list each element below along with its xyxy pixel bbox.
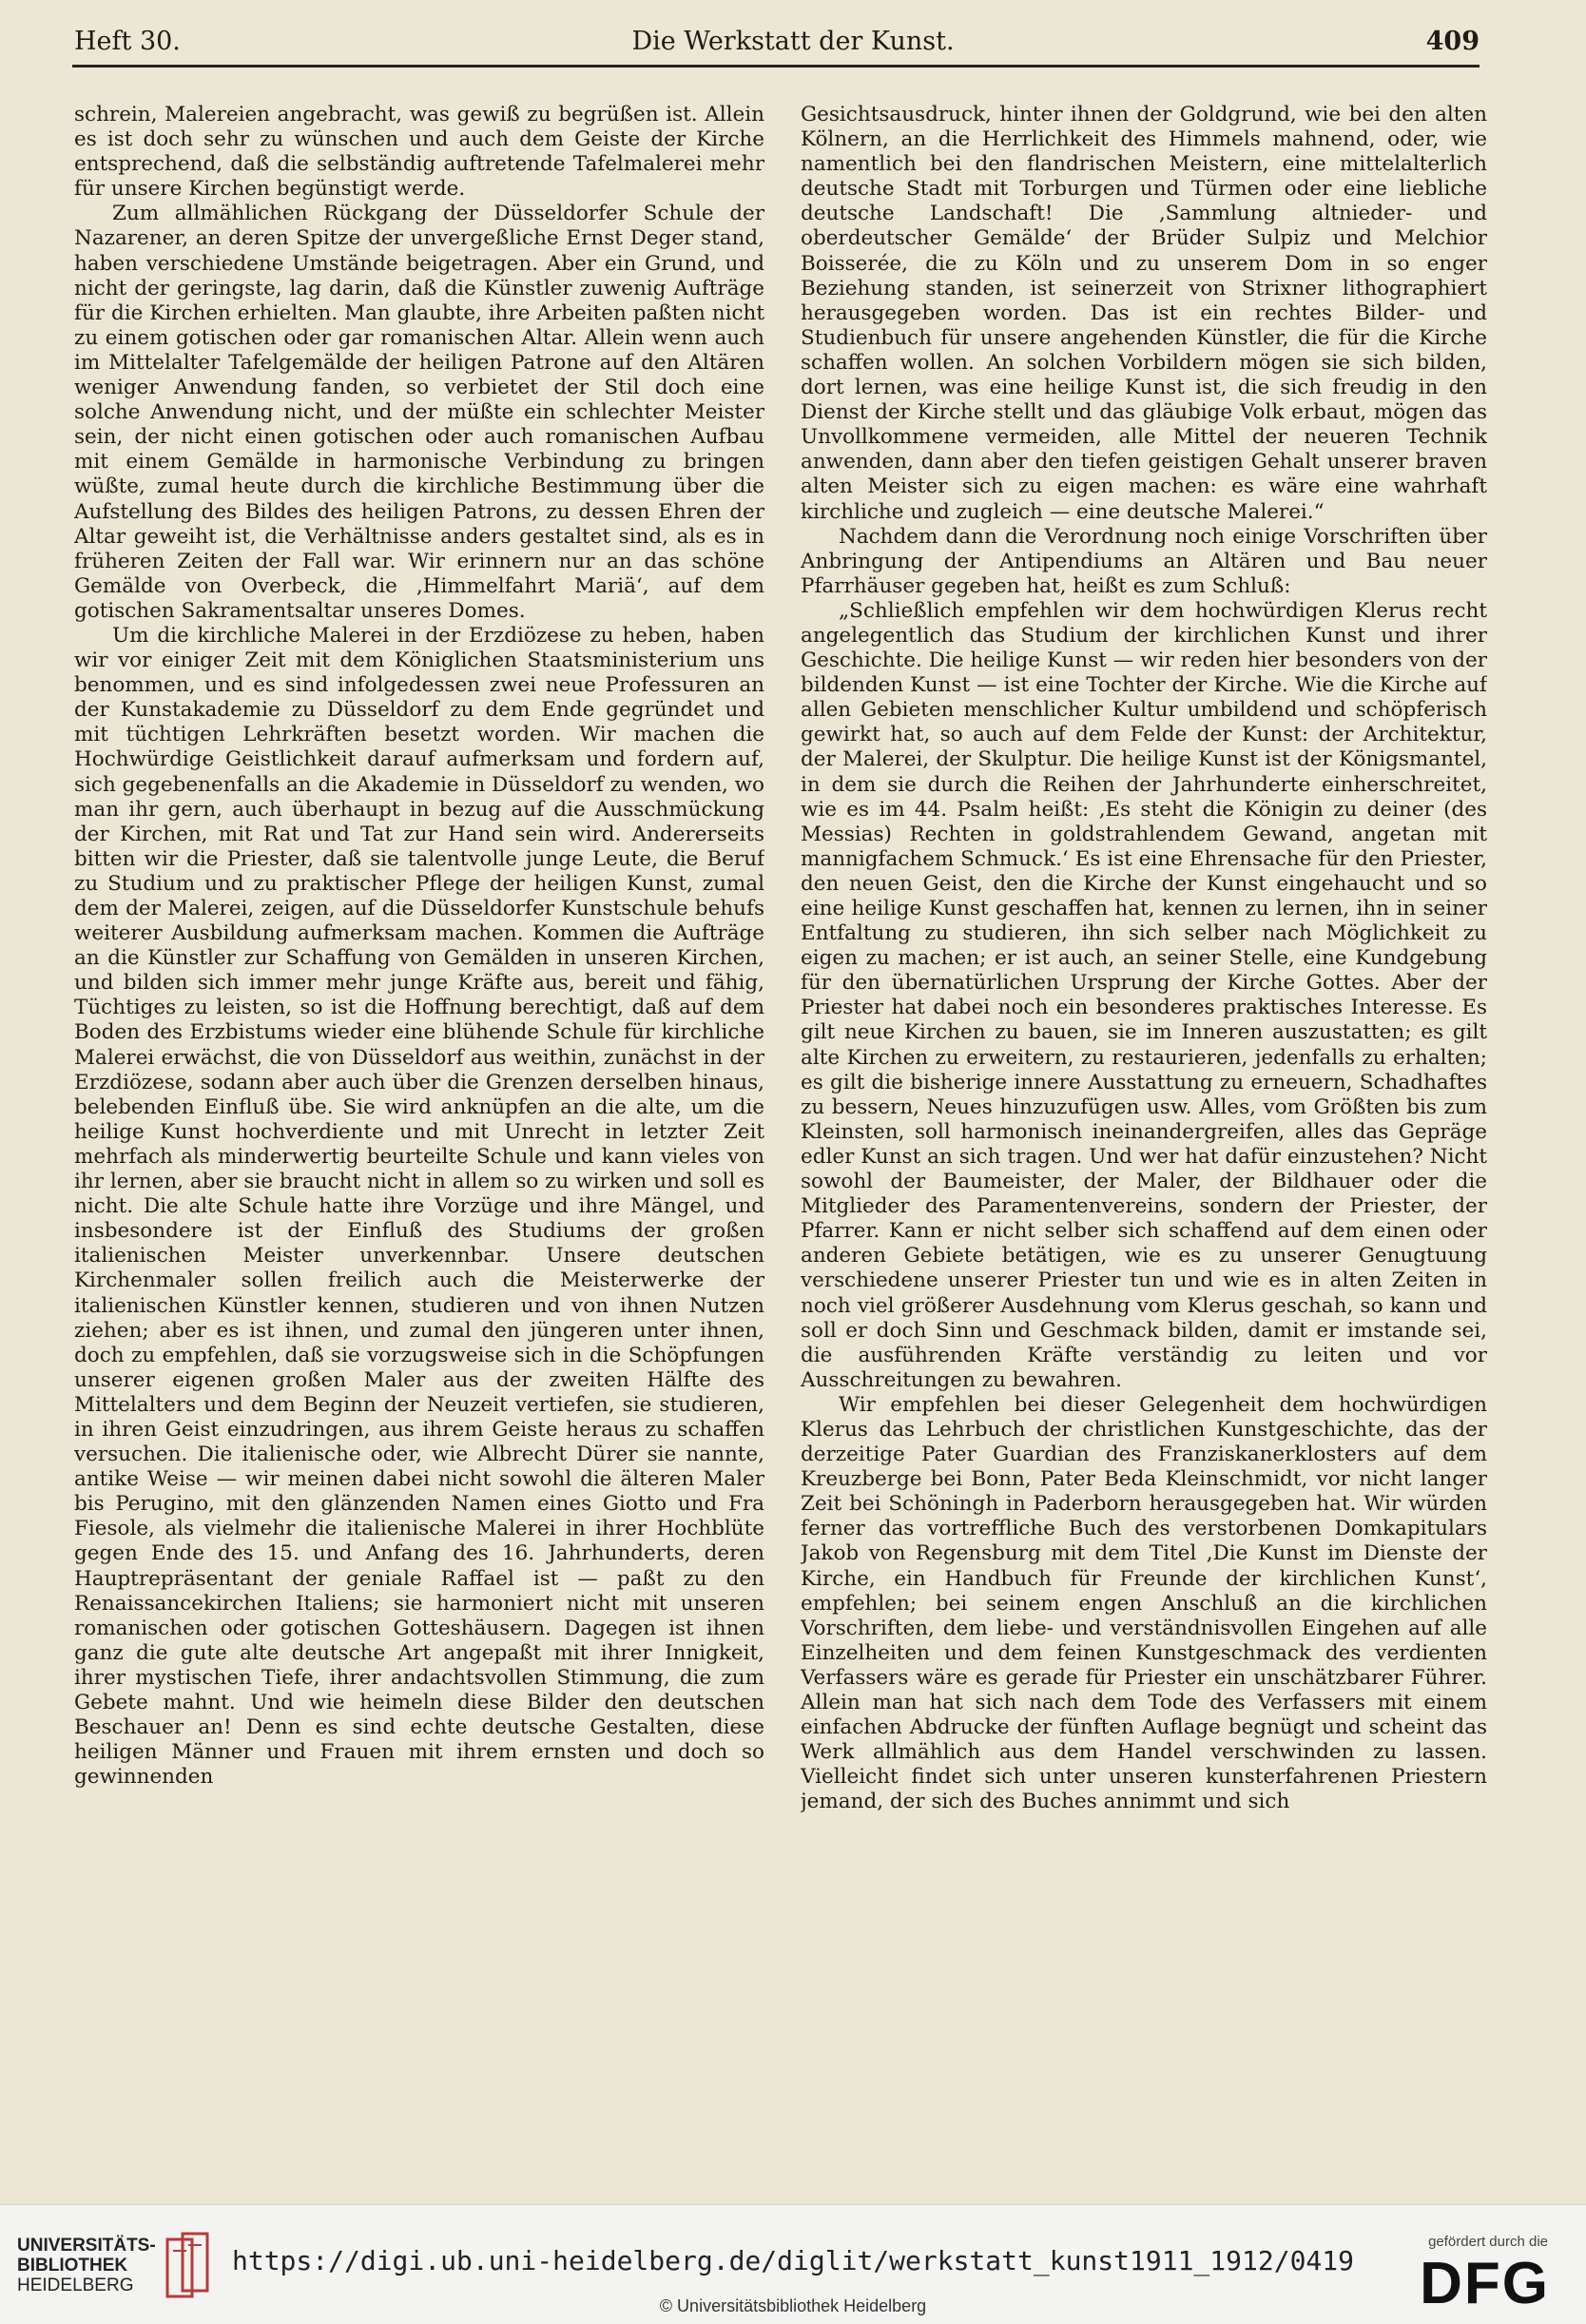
issue-number: Heft 30. bbox=[74, 27, 181, 56]
paragraph: Zum allmählichen Rückgang der Düsseldorfer Schule der Nazarener, an deren Spitze der unvergeßliche Ernst Deger stand, haben verschiedene Umstände beigetragen. Aber ein Grund, und nicht der geringste, lag darin, daß die Künstler zuwenig Aufträge für die Kirchen erhielten. Man glaubte, ihre Arbeiten paßten nicht zu einem gotischen oder gar romanischen Altar. Allein wenn auch im Mittelalter Tafelgemälde der heiligen Patrone auf den Altären weniger Anwendung fanden, so verbietet der Stil doch eine solche Anwendung nicht, und der müßte ein schlechter Meister sein, der nicht einen gotischen oder auch romanischen Aufbau mit einem Gemälde in harmonische Verbindung zu bringen wüßte, zumal heute durch die kirchliche Bestimmung über die Aufstellung des Bildes des heiligen Patrons, zu dessen Ehren der Altar geweiht ist, die Verhältnisse anders gestaltet sind, als es in früheren Zeiten der Fall war. Wir erinnern nur an das schöne Gemälde von Overbeck, die ‚Himmelfahrt Mariä‘, auf dem gotischen Sakramentsaltar unseres Domes. bbox=[74, 202, 764, 623]
library-name-line-3: HEIDELBERG bbox=[17, 2276, 134, 2295]
paragraph: Nachdem dann die Verordnung noch einige Vorschriften über Anbringung der Antipendiums an Altären und Bau neuer Pfarrhäuser gegeben hat, heißt es zum Schluß: bbox=[801, 524, 1487, 598]
copyright-notice: © Universitätsbibliothek Heidelberg bbox=[659, 2296, 927, 2315]
paragraph: „Schließlich empfehlen wir dem hochwürdigen Klerus recht angelegentlich das Studium der kirchlichen Kunst und ihrer Geschichte. Die heilige Kunst — wir reden hier besonders von der bildenden Kunst — ist eine Tochter der Kirche. Wie die Kirche auf allen Gebieten menschlicher Kultur umbildend und schöpferisch gewirkt hat, so auch auf dem Felde der Kunst: der Architektur, der Malerei, der Skulptur. Die heilige Kunst ist der Königsmantel, in dem sie durch die Reihen der Jahrhunderte einherschreitet, wie es im 44. Psalm heißt: ‚Es steht die Königin zu deiner (des Messias) Rechten in goldstrahlendem Gewand, angetan mit mannigfachem Schmuck.‘ Es ist eine Ehrensache für den Priester, den neuen Geist, den die Kirche der Kunst eingehaucht und so eine heilige Kunst geschaffen hat, kennen zu lernen, ihn in seiner Entfaltung zu studieren, ihn sich selber nach Möglichkeit zu eigen zu machen; er ist auch, an seiner Stelle, eine Kundgebung für den übernatürlichen Ursprung der Kirche Gottes. Aber der Priester hat dabei noch ein besonderes praktisches Interesse. Es gilt neue Kirchen zu bauen, sie im Inneren auszustatten; es gilt alte Kirchen zu erweitern, zu restaurieren, jedenfalls zu erhalten; es gilt die bisherige innere Ausstattung zu erneuern, Schadhaftes zu bessern, Neues hinzuzufügen usw. Alles, vom Größten bis zum Kleinsten, soll harmonisch ineinandergreifen, alles das Gepräge edler Kunst an sich tragen. Und wer hat dafür einzustehen? Nicht sowohl der Baumeister, der Maler, der Bildhauer oder die Mitglieder des Paramentenvereins, sondern der Priester, der Pfarrer. Kann er nicht selber sich schaffend auf dem einen oder anderen Gebiete betätigen, wie es zu unserer Genugtuung verschiedene unserer Priester tun und wie es in alten Zeiten in noch viel größerer Ausdehnung vom Klerus geschah, so kann und soll er doch Sinn und Geschmack bilden, damit er imstande sei, die ausführenden Kräfte verständig zu leiten und vor Ausschreitungen zu bewahren. bbox=[801, 598, 1487, 1392]
library-name-line-1: UNIVERSITÄTS- bbox=[17, 2236, 156, 2256]
left-text-column bbox=[74, 103, 764, 2147]
page-number: 409 bbox=[1425, 27, 1480, 56]
right-text-column bbox=[801, 103, 1487, 2147]
viewer-footer bbox=[0, 2204, 1586, 2324]
paragraph: Um die kirchliche Malerei in der Erzdiözese zu heben, haben wir vor einiger Zeit mit dem Königlichen Staatsministerium uns benommen, und es sind infolgedessen zwei neue Professuren an der Kunstakademie zu Düsseldorf zu dem Ende gegründet und mit tüchtigen Lehrkräften besetzt worden. Wir machen die Hochwürdige Geistlichkeit darauf aufmerksam und fordern auf, sich gegebenenfalls an die Akademie in Düsseldorf zu wenden, wo man ihr gern, auch überhaupt in bezug auf die Ausschmückung der Kirchen, mit Rat und Tat zur Hand sein wird. Andererseits bitten wir die Priester, daß sie talentvolle junge Leute, die Beruf zu Studium und zu praktischer Pflege der heiligen Kunst, zumal dem der Malerei, zeigen, auf die Düsseldorfer Kunstschule behufs weiterer Ausbildung aufmerksam machen. Kommen die Aufträge an die Künstler zur Schaffung von Gemälden in unseren Kirchen, und bilden sich immer mehr junge Kräfte aus, bereit und fähig, Tüchtiges zu leisten, so ist die Hoffnung berechtigt, daß auf dem Boden des Erzbistums wieder eine blühende Schule für kirchliche Malerei erwächst, die von Düsseldorf aus weithin, zunächst in der Erzdiözese, sodann aber auch über die Grenzen derselben hinaus, belebenden Einfluß übe. Sie wird anknüpfen an die alte, um die heilige Kunst hochverdiente und mit Unrecht in letzter Zeit mehrfach als minderwertig beurteilte Schule und kann vieles von ihr lernen, aber sie braucht nicht in allem so zu wirken und soll es nicht. Die alte Schule hatte ihre Vorzüge und ihre Mängel, und insbesondere ist der Einfluß des Studiums der großen italienischen Meister unverkennbar. Unsere deutschen Kirchenmaler sollen freilich auch die Meisterwerke der italienischen Künstler kennen, studieren und von ihnen Nutzen ziehen; aber es ist ihnen, und zumal den jüngeren unter ihnen, doch zu empfehlen, daß sie vorzugsweise sich in die Schöpfungen unserer eigenen großen Maler aus der zweiten Hälfte des Mittelalters und dem Beginn der Neuzeit vertiefen, sie studieren, in ihren Geist einzudringen, aus ihrem Geiste heraus zu schaffen versuchen. Die italienische oder, wie Albrecht Dürer sie nannte, antike Weise — wir meinen dabei nicht sowohl die älteren Maler bis Perugino, mit den glänzenden Namen eines Giotto und Fra Fiesole, als vielmehr die italienische Malerei in ihrer Hochblüte gegen Ende des 15. und Anfang des 16. Jahrhunderts, deren Hauptrepräsentant der geniale Raffael ist — paßt zu den Renaissancekirchen Italiens; sie harmoniert nicht mit unseren romanischen oder gotischen Gotteshäusern. Dagegen ist ihnen ganz die gute alte deutsche Art angepaßt mit ihrer Innigkeit, ihrer mystischen Tiefe, ihrer andachtsvollen Stimmung, die zum Gebete mahnt. Und wie heimeln diese Bilder den deutschen Beschauer an! Denn es sind echte deutsche Gestalten, diese heiligen Männer und Frauen mit ihrem ernsten und doch so gewinnenden bbox=[74, 623, 764, 1790]
paragraph: Wir empfehlen bei dieser Gelegenheit dem hochwürdigen Klerus das Lehrbuch der christlichen Kunstgeschichte, das der derzeitige Pater Guardian des Franziskanerklosters auf dem Kreuzberge bei Bonn, Pater Beda Kleinschmidt, vor nicht langer Zeit bei Schöningh in Paderborn herausgegeben hat. Wir würden ferner das vortreffliche Buch des verstorbenen Domkapitulars Jakob von Regensburg mit dem Titel ‚Die Kunst im Dienste der Kirche, ein Handbuch für Freunde der kirchlichen Kunst‘, empfehlen; bei seinem engen Anschluß an die kirchlichen Vorschriften, dem liebe- und verständnisvollen Eingehen auf alle Einzelheiten und dem feinen Kunstgeschmack des verdienten Verfassers wäre es gerade für Priester ein unschätzbarer Führer. Allein man hat sich nach dem Tode des Verfassers mit einem einfachen Abdrucke der fünften Auflage begnügt und scheint das Werk allmählich aus dem Handel verschwinden zu lassen. Vielleicht findet sich unter unseren kunsterfahrenen Priestern jemand, der sich des Buches annimmt und sich bbox=[801, 1392, 1487, 1814]
paragraph: schrein, Malereien angebracht, was gewiß zu begrüßen ist. Allein es ist doch sehr zu wünschen und auch dem Geiste der Kirche entsprechend, daß die selbständig auftretende Tafelmalerei mehr für unsere Kirchen begünstigt werde. bbox=[74, 103, 764, 202]
dfg-logo[interactable]: DFG bbox=[1420, 2251, 1550, 2316]
paragraph: Gesichtsausdruck, hinter ihnen der Goldgrund, wie bei den alten Kölnern, an die Herrlichkeit des Himmels mahnend, oder, wie namentlich bei den flandrischen Meistern, eine mittelalterlich deutsche Stadt mit Torburgen und Türmen oder eine liebliche deutsche Landschaft! Die ‚Sammlung altnieder- und oberdeutscher Gemälde‘ der Brüder Sulpiz und Melchior Boisserée, die zu Köln und zu unserem Dom in so enger Beziehung standen, ist seinerzeit von Strixner lithographiert herausgegeben worden. Das ist ein rechtes Bilder- und Studienbuch für unsere angehenden Künstler, die für die Kirche schaffen wollen. An solchen Vorbildern mögen sie sich bilden, dort lernen, was eine heilige Kunst ist, die sich freudig in den Dienst der Kirche stellt und das gläubige Volk erbaut, mögen das Unvollkommene vermeiden, alle Mittel der neueren Technik anwenden, dann aber den tiefen geistigen Gehalt unserer braven alten Meister sich zu eigen machen: es wäre eine wahrhaft kirchliche und zugleich — eine deutsche Malerei.“ bbox=[801, 103, 1487, 524]
library-name-line-2: BIBLIOTHEK bbox=[17, 2256, 128, 2276]
permalink[interactable]: https://digi.ub.uni-heidelberg.de/diglit/werkstatt_kunst1911_1912/0419 bbox=[231, 2245, 1355, 2276]
funding-label: gefördert durch die bbox=[1428, 2234, 1548, 2250]
running-title: Die Werkstatt der Kunst. bbox=[631, 27, 955, 56]
header-rule bbox=[72, 65, 1480, 68]
